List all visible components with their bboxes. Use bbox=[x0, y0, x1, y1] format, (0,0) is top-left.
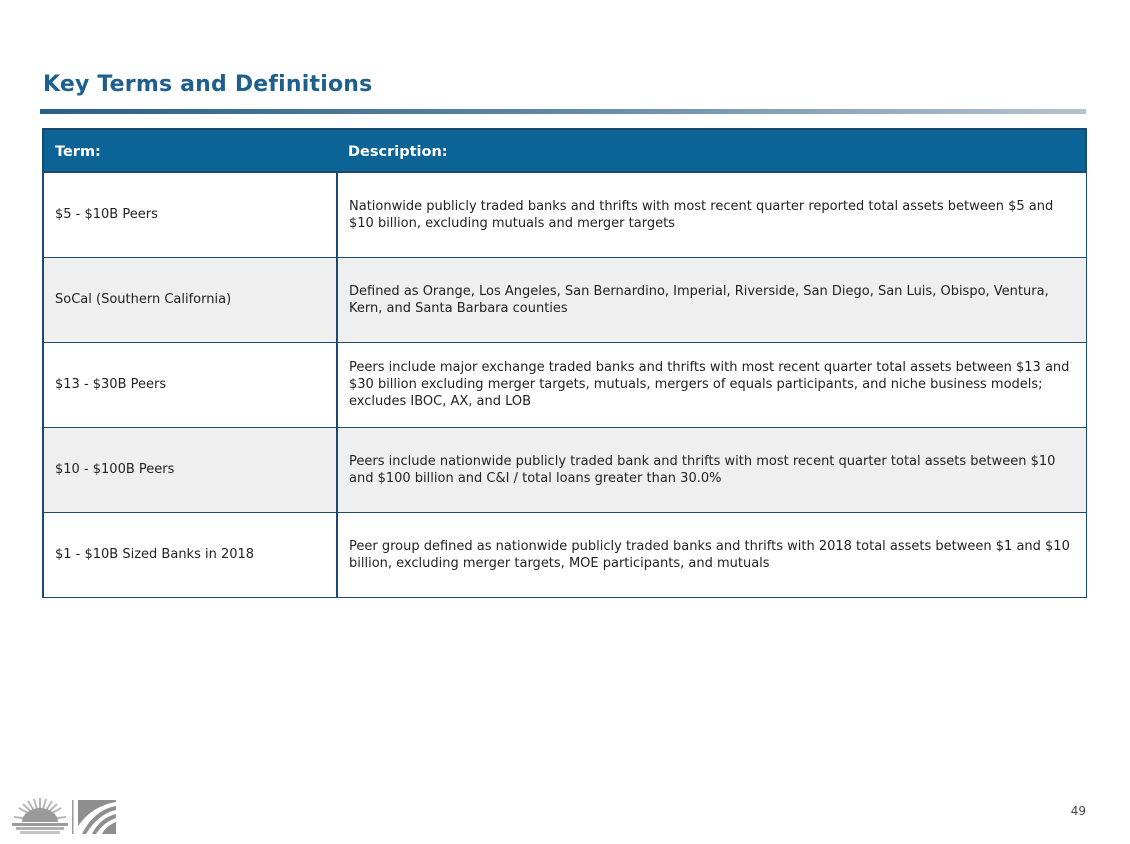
logo-divider bbox=[72, 800, 74, 834]
table-row bbox=[43, 342, 1086, 427]
term-cell: SoCal (Southern California) bbox=[43, 257, 337, 342]
header-term: Term: bbox=[43, 129, 337, 172]
page-title: Key Terms and Definitions bbox=[43, 72, 373, 97]
table-row bbox=[43, 257, 1086, 342]
description-cell: Peers include nationwide publicly traded bank and thrifts with most recent quarter total assets between $10 and $100 billion and C&I / total loans greater than 30.0% bbox=[337, 427, 1086, 512]
term-cell: $13 - $30B Peers bbox=[43, 342, 337, 427]
description-cell: Peers include major exchange traded banks and thrifts with most recent quarter total assets between $13 and $30 billion excluding merger targets, mutuals, mergers of equals participants, and niche business models; excludes IBOC, AX, and LOB bbox=[337, 342, 1086, 427]
title-underline bbox=[40, 109, 1086, 114]
term-cell: $1 - $10B Sized Banks in 2018 bbox=[43, 512, 337, 597]
table-header-row bbox=[43, 129, 1086, 172]
description-cell: Defined as Orange, Los Angeles, San Bernardino, Imperial, Riverside, San Diego, San Luis, Obispo, Ventura, Kern, and Santa Barbara counties bbox=[337, 257, 1086, 342]
table-row bbox=[43, 512, 1086, 597]
swoosh-logo-icon bbox=[78, 800, 116, 834]
description-cell: Peer group defined as nationwide publicly traded banks and thrifts with 2018 total assets between $1 and $10 billion, excluding merger targets, MOE participants, and mutuals bbox=[337, 512, 1086, 597]
term-cell: $10 - $100B Peers bbox=[43, 427, 337, 512]
terms-table bbox=[42, 128, 1087, 598]
company-logo bbox=[12, 796, 118, 840]
header-description: Description: bbox=[337, 129, 1086, 172]
term-cell: $5 - $10B Peers bbox=[43, 172, 337, 257]
sunburst-logo-icon bbox=[12, 798, 68, 834]
table-row bbox=[43, 172, 1086, 257]
description-cell: Nationwide publicly traded banks and thrifts with most recent quarter reported total assets between $5 and $10 billion, excluding mutuals and merger targets bbox=[337, 172, 1086, 257]
page-number: 49 bbox=[1070, 804, 1086, 818]
table-row bbox=[43, 427, 1086, 512]
